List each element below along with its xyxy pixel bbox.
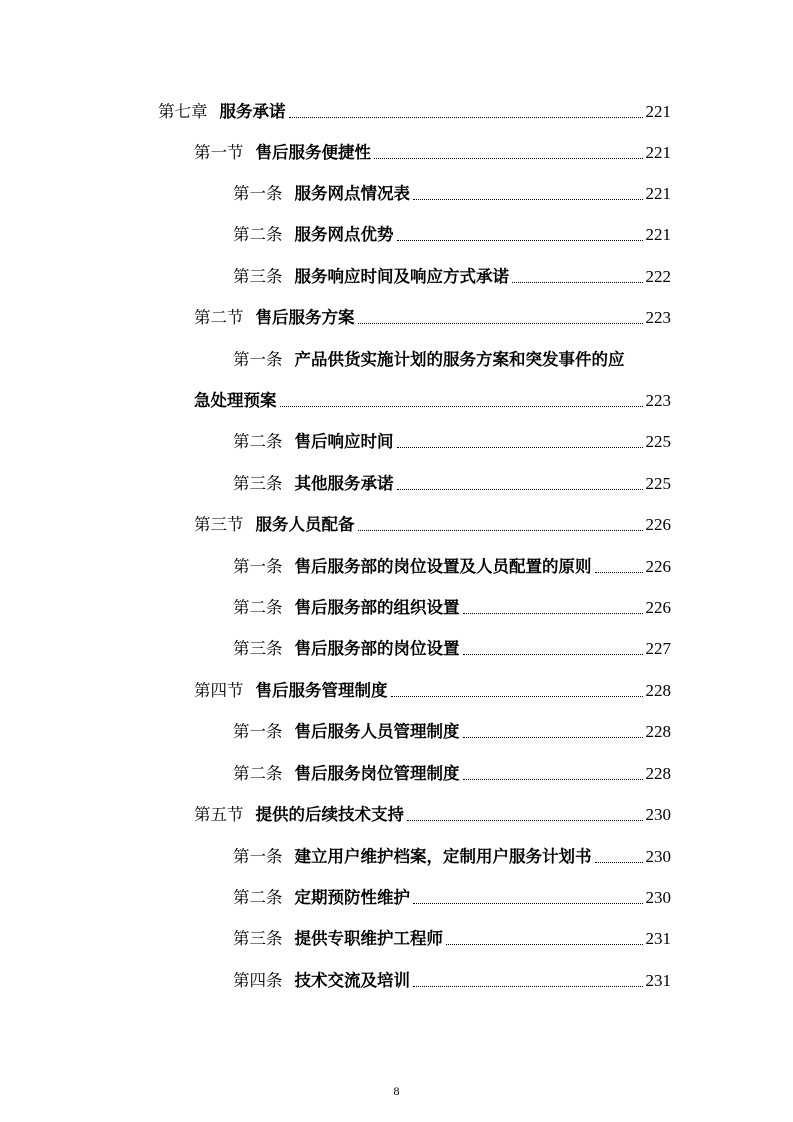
dot-leader	[595, 572, 643, 573]
toc-entry-article[interactable]	[233, 842, 671, 868]
toc-entry-title-continuation: 急处理预案	[194, 391, 277, 410]
dot-leader	[397, 489, 643, 490]
toc-entry-title: 售后服务管理制度	[255, 681, 388, 700]
toc-entry-page: 225	[645, 432, 671, 451]
toc-entry-number: 第一条	[233, 847, 283, 866]
dot-leader	[413, 903, 643, 904]
dot-leader	[463, 613, 643, 614]
toc-entry-title: 提供专职维护工程师	[294, 929, 443, 948]
dot-leader	[358, 530, 643, 531]
toc-entry-title: 服务人员配备	[255, 515, 355, 534]
toc-entry-article[interactable]	[233, 427, 671, 453]
toc-entry-number: 第一条	[233, 184, 283, 203]
toc-entry-title: 服务网点优势	[294, 225, 394, 244]
toc-entry-page: 231	[645, 929, 671, 948]
toc-entry-number: 第二条	[233, 764, 283, 783]
toc-entry-number: 第二条	[233, 432, 283, 451]
dot-leader	[413, 986, 643, 987]
dot-leader	[397, 240, 643, 241]
toc-entry-title: 产品供货实施计划的服务方案和突发事件的应	[294, 350, 625, 369]
toc-entry-article[interactable]	[233, 759, 671, 785]
toc-entry-article[interactable]	[233, 262, 671, 288]
toc-entry-page: 231	[645, 971, 671, 990]
dot-leader	[446, 944, 643, 945]
toc-entry-title: 服务承诺	[219, 102, 286, 121]
toc-entry-title: 技术交流及培训	[294, 971, 410, 990]
toc-entry-number: 第二条	[233, 888, 283, 907]
toc-entry-title: 其他服务承诺	[294, 474, 394, 493]
toc-entry-section-3[interactable]	[194, 510, 671, 536]
toc-entry-article[interactable]	[233, 634, 671, 660]
toc-entry-title: 售后服务部的岗位设置	[294, 639, 460, 658]
toc-entry-number: 第三条	[233, 929, 283, 948]
toc-entry-section-5[interactable]	[194, 800, 671, 826]
toc-entry-article[interactable]	[233, 883, 671, 909]
toc-entry-title: 售后服务人员管理制度	[294, 722, 460, 741]
toc-entry-page: 228	[645, 764, 671, 783]
toc-entry-number: 第二节	[194, 308, 244, 327]
toc-entry-page: 230	[645, 888, 671, 907]
dot-leader	[512, 282, 643, 283]
toc-entry-page: 226	[645, 598, 671, 617]
toc-entry-title: 售后服务部的组织设置	[294, 598, 460, 617]
toc-entry-page: 230	[645, 805, 671, 824]
toc-entry-article-continuation[interactable]	[194, 386, 671, 412]
toc-entry-title: 服务网点情况表	[294, 184, 410, 203]
toc-entry-page: 221	[645, 143, 671, 162]
dot-leader	[374, 158, 643, 159]
dot-leader	[397, 447, 643, 448]
toc-entry-number: 第四节	[194, 681, 244, 700]
dot-leader	[463, 737, 643, 738]
toc-entry-page: 226	[645, 515, 671, 534]
toc-entry-title: 提供的后续技术支持	[255, 805, 404, 824]
toc-entry-article[interactable]	[233, 552, 671, 578]
toc-entry-title: 售后服务部的岗位设置及人员配置的原则	[294, 557, 592, 576]
toc-entry-title: 定期预防性维护	[294, 888, 410, 907]
footer-page-number: 8	[393, 1084, 400, 1098]
toc-entry-page: 228	[645, 681, 671, 700]
toc-entry-page: 221	[645, 102, 671, 121]
dot-leader	[289, 117, 643, 118]
toc-entry-number: 第三条	[233, 474, 283, 493]
dot-leader	[407, 820, 643, 821]
toc-entry-article[interactable]	[233, 593, 671, 619]
toc-entry-chapter-7[interactable]	[158, 97, 671, 123]
toc-entry-article[interactable]	[233, 924, 671, 950]
toc-entry-number: 第二条	[233, 225, 283, 244]
dot-leader	[595, 862, 643, 863]
toc-entry-section-1[interactable]	[194, 138, 671, 164]
dot-leader	[280, 406, 643, 407]
toc-entry-number: 第七章	[158, 102, 208, 121]
toc-entry-page: 221	[645, 184, 671, 203]
toc-entry-number: 第二条	[233, 598, 283, 617]
toc-entry-number: 第三条	[233, 639, 283, 658]
dot-leader	[463, 654, 643, 655]
dot-leader	[391, 696, 643, 697]
dot-leader	[358, 323, 643, 324]
toc-entry-article[interactable]	[233, 469, 671, 495]
toc-entry-title: 售后服务方案	[255, 308, 355, 327]
toc-entry-number: 第四条	[233, 971, 283, 990]
toc-entry-title: 售后响应时间	[294, 432, 394, 451]
toc-entry-page: 226	[645, 557, 671, 576]
toc-entry-number: 第三条	[233, 267, 283, 286]
toc-entry-page: 230	[645, 847, 671, 866]
toc-entry-article[interactable]	[233, 220, 671, 246]
toc-entry-article[interactable]	[233, 717, 671, 743]
toc-entry-page: 225	[645, 474, 671, 493]
toc-entry-article[interactable]	[233, 966, 671, 992]
dot-leader	[463, 779, 643, 780]
toc-entry-number: 第三节	[194, 515, 244, 534]
toc-entry-page: 228	[645, 722, 671, 741]
toc-entry-number: 第一条	[233, 350, 283, 369]
toc-entry-page: 223	[645, 308, 671, 327]
toc-entry-title: 服务响应时间及响应方式承诺	[294, 267, 509, 286]
toc-entry-number: 第一节	[194, 143, 244, 162]
toc-entry-section-4[interactable]	[194, 676, 671, 702]
dot-leader	[413, 199, 643, 200]
toc-entry-section-2[interactable]	[194, 303, 671, 329]
toc-entry-page: 227	[645, 639, 671, 658]
toc-entry-title: 建立用户维护档案，定制用户服务计划书	[294, 847, 592, 866]
toc-entry-title: 售后服务岗位管理制度	[294, 764, 460, 783]
toc-entry-page: 222	[645, 267, 671, 286]
toc-entry-number: 第一条	[233, 557, 283, 576]
toc-entry-article[interactable]	[233, 179, 671, 205]
toc-entry-page: 221	[645, 225, 671, 244]
toc-entry-title: 售后服务便捷性	[255, 143, 371, 162]
toc-entry-number: 第五节	[194, 805, 244, 824]
toc-entry-page: 223	[645, 391, 671, 410]
toc-entry-article-wrapped[interactable]	[233, 345, 625, 371]
toc-entry-number: 第一条	[233, 722, 283, 741]
